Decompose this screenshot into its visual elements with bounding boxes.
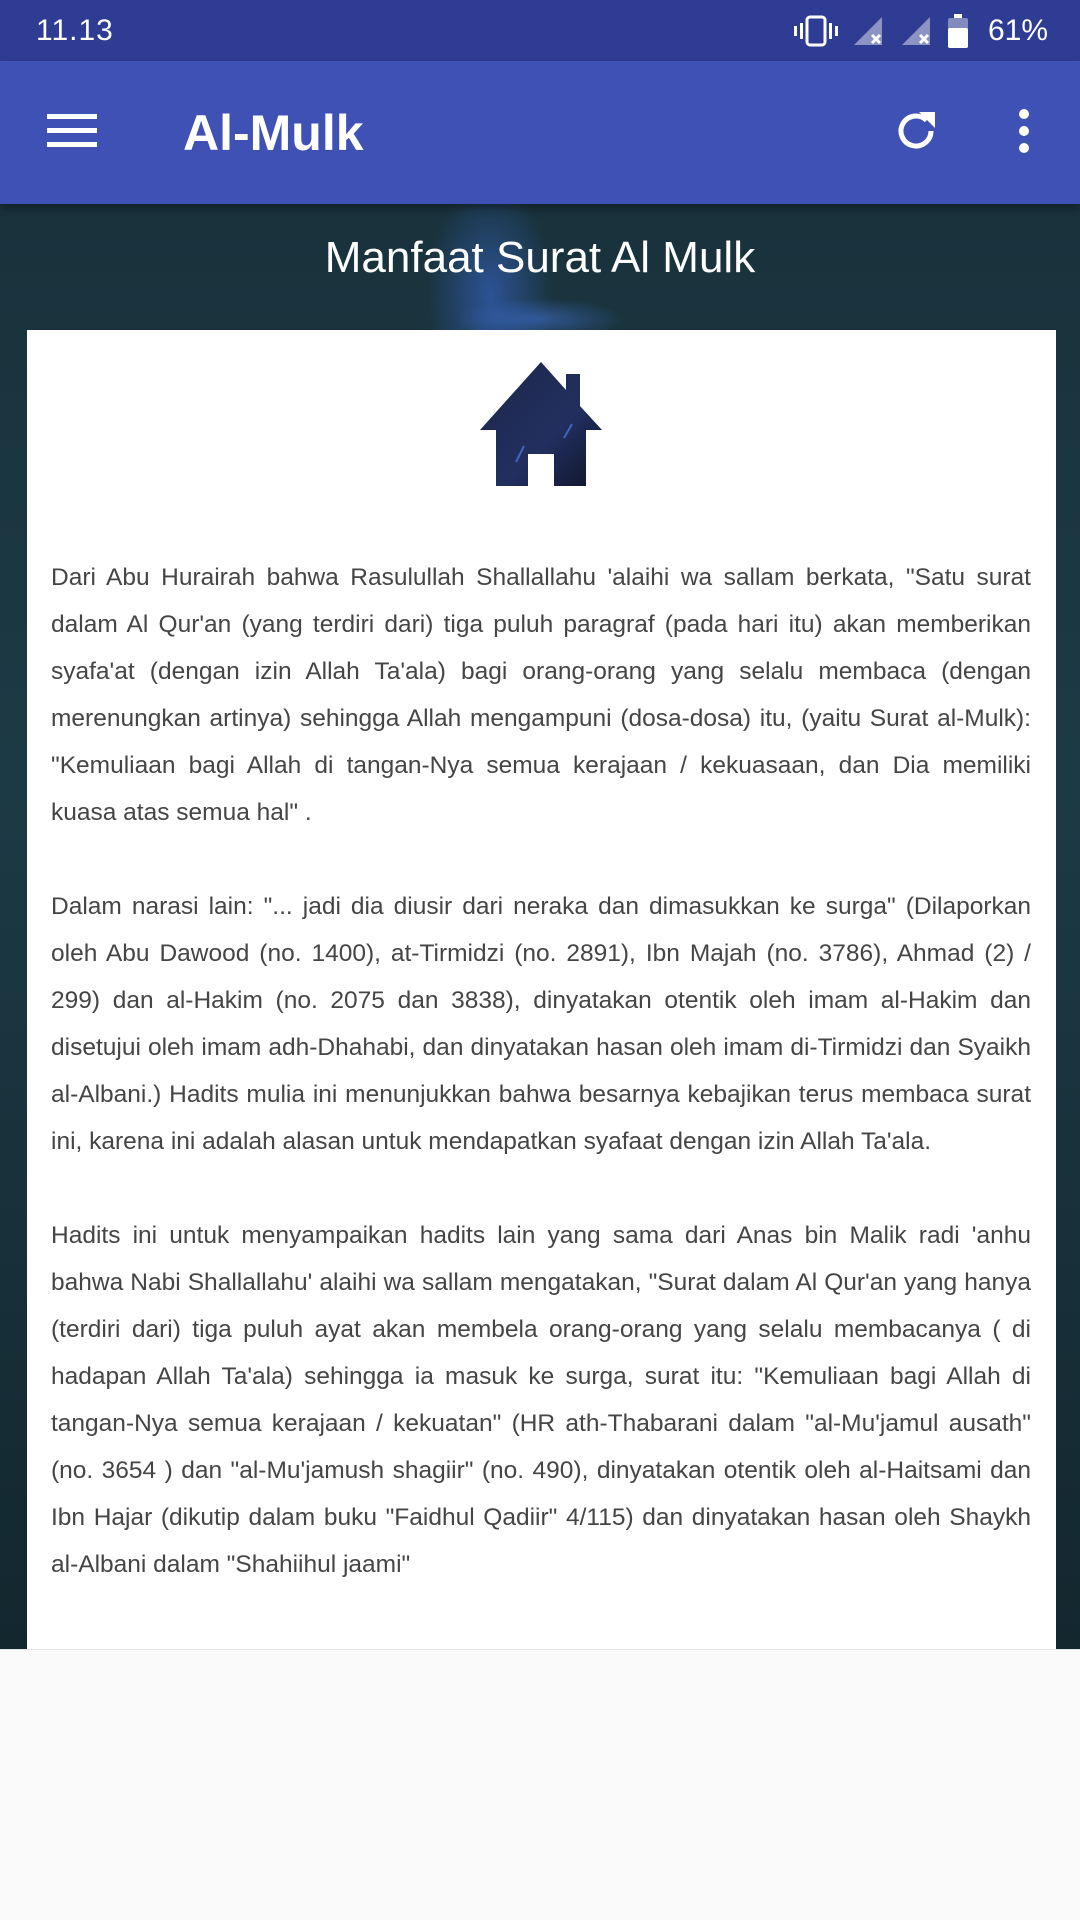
article-paragraph: Dari Abu Hurairah bahwa Rasulullah Shallallahu 'alaihi wa sallam berkata, "Satu surat dalam Al Qur'an (yang terdiri dari) tiga puluh paragraf (pada hari itu) akan memberikan syafa'at (dengan izin Allah Ta'ala) bagi orang-orang yang selalu membaca (dengan merenungkan artinya) sehingga Allah mengampuni (dosa-dosa) itu, (yaitu Surat al-Mulk): "Kemuliaan bagi Allah di tangan-Nya semua kerajaan / kekuasaan, dan Dia memiliki kuasa atas semua hal" . <box>51 564 1031 826</box>
signal-no-sim-icon <box>852 15 886 47</box>
status-icons <box>794 14 1048 48</box>
article-paragraph: Hadits ini untuk menyampaikan hadits lain yang sama dari Anas bin Malik radi 'anhu bahwa Nabi Shallallahu' alaihi wa sallam mengatakan, "Surat dalam Al Qur'an yang hanya (terdiri dari) tiga puluh ayat akan membela orang-orang yang selalu membacanya ( di hadapan Allah Ta'ala) sehingga ia masuk ke surga, surat itu: "Kemuliaan bagi Allah di tangan-Nya semua kerajaan / kekuatan" (HR ath-Thabarani dalam "al-Mu'jamul ausath" (no. 3654 ) dan "al-Mu'jamush shagiir" (no. 490), dinyatakan otentik oleh al-Haitsami dan Ibn Hajar (dikutip dalam buku "Faidhul Qadiir" 4/115) dan dinyatakan hasan oleh Shaykh al-Albani dalam "Shahiihul jaami" <box>51 1222 1031 1578</box>
page-heading: Manfaat Surat Al Mulk <box>324 233 756 282</box>
status-bar <box>0 0 1080 61</box>
battery-percent: 61% <box>987 13 1048 47</box>
signal-no-sim-icon <box>900 15 934 47</box>
overflow-menu-button[interactable] <box>992 97 1056 169</box>
bottom-area <box>0 1649 1080 1920</box>
more-vert-icon <box>1018 109 1030 158</box>
vibrate-icon <box>794 15 838 47</box>
home-icon <box>476 358 606 488</box>
article-paragraph: Dalam narasi lain: "... jadi dia diusir dari neraka dan dimasukkan ke surga" (Dilaporkan oleh Abu Dawood (no. 1400), at-Tirmidzi (no. 2891), Ibn Majah (no. 3786), Ahmad (2) / 299) dan al-Hakim (no. 2075 dan 3838), dinyatakan otentik oleh imam al-Hakim dan disetujui oleh imam adh-Dhahabi, dan dinyatakan hasan oleh imam di-Tirmidzi dan Syaikh al-Albani.) Hadits mulia ini menunjukkan bahwa besarnya kebajikan terus membaca surat ini, karena ini adalah alasan untuk mendapatkan syafaat dengan izin Allah Ta'ala. <box>51 893 1031 1155</box>
content-area[interactable] <box>0 204 1080 1649</box>
refresh-button[interactable] <box>880 97 952 169</box>
app-title: Al-Mulk <box>183 105 364 161</box>
status-time: 11.13 <box>36 13 114 47</box>
article-text <box>51 554 1031 1635</box>
battery-icon <box>948 14 968 48</box>
article-card <box>27 330 1056 1649</box>
menu-icon <box>47 114 97 153</box>
app-bar <box>0 61 1080 204</box>
menu-button[interactable] <box>32 97 112 169</box>
refresh-icon <box>893 108 939 159</box>
